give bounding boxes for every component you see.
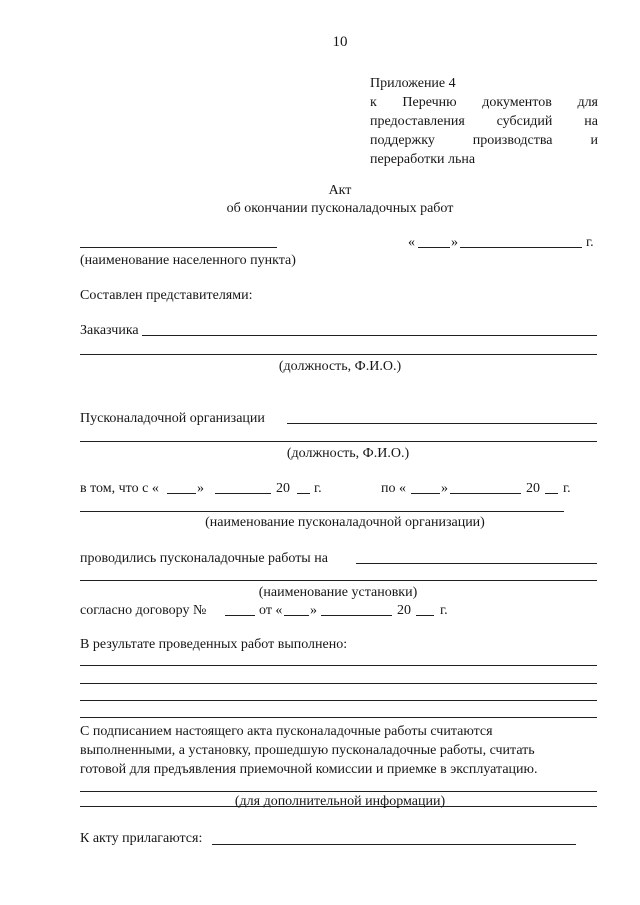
locality-caption: (наименование населенного пункта) [80, 253, 296, 268]
installation-caption: (наименование установки) [258, 585, 418, 600]
commissioning-org-field-continuation[interactable] [80, 441, 597, 442]
period-to-prefix: по « [381, 481, 406, 496]
contract-year: 20 [397, 603, 411, 618]
customer-field[interactable] [142, 335, 597, 336]
works-label: проводились пусконаладочные работы на [80, 551, 328, 566]
customer-label: Заказчика [80, 323, 139, 338]
locality-field[interactable] [80, 247, 277, 248]
period-from-month-field[interactable] [215, 493, 271, 494]
period-year-from-suffix: г. [314, 481, 322, 496]
contract-day-field[interactable] [284, 615, 309, 616]
date-month-field[interactable] [460, 247, 582, 248]
conclusion-line-1: С подписанием настоящего акта пусконаладочные работы считаются [80, 724, 493, 739]
date-day-field[interactable] [418, 247, 450, 248]
commissioning-org-field[interactable] [287, 423, 597, 424]
period-year-from-field[interactable] [297, 493, 310, 494]
act-subtitle: об окончании пусконаладочных работ [226, 201, 454, 216]
works-field-continuation[interactable] [80, 580, 597, 581]
contract-from: от « [259, 603, 283, 618]
page-number: 10 [332, 34, 348, 50]
date-year-suffix: г. [586, 235, 594, 250]
period-year-to: 20 [526, 481, 540, 496]
composed-by-label: Составлен представителями: [80, 288, 253, 303]
commissioning-org-caption: (должность, Ф.И.О.) [286, 446, 410, 461]
contract-number-field[interactable] [225, 615, 255, 616]
contract-year-suffix: г. [440, 603, 448, 618]
period-to-month-field[interactable] [450, 493, 521, 494]
period-from-close: » [197, 481, 204, 496]
commissioning-org-label: Пусконаладочной организации [80, 411, 265, 426]
results-line-1[interactable] [80, 665, 597, 666]
results-line-2[interactable] [80, 683, 597, 684]
customer-field-continuation[interactable] [80, 354, 597, 355]
contract-prefix: согласно договору № [80, 603, 207, 618]
date-quote-open: « [408, 235, 415, 250]
contract-month-field[interactable] [321, 615, 392, 616]
period-from-day-field[interactable] [167, 493, 196, 494]
attachments-field[interactable] [212, 844, 576, 845]
results-label: В результате проведенных работ выполнено: [80, 637, 348, 652]
period-org-caption: (наименование пусконаладочной организации) [205, 515, 485, 530]
additional-info-caption: (для дополнительной информации) [234, 794, 446, 809]
period-year-to-suffix: г. [563, 481, 571, 496]
customer-caption: (должность, Ф.И.О.) [278, 359, 402, 374]
act-title: Акт [328, 183, 352, 198]
contract-year-field[interactable] [416, 615, 434, 616]
results-line-4[interactable] [80, 717, 597, 718]
results-line-3[interactable] [80, 700, 597, 701]
conclusion-line-3: готовой для предъявления приемочной комиссии и приемке в эксплуатацию. [80, 762, 538, 777]
period-to-close: » [441, 481, 448, 496]
appendix-title: Приложение 4 [370, 76, 456, 91]
conclusion-paragraph [80, 722, 600, 779]
period-year-from: 20 [276, 481, 290, 496]
date-quote-close: » [451, 235, 458, 250]
period-to-day-field[interactable] [411, 493, 440, 494]
period-org-field[interactable] [80, 511, 564, 512]
appendix-block [370, 74, 598, 169]
works-field[interactable] [356, 563, 597, 564]
period-year-to-field[interactable] [545, 493, 558, 494]
period-from-prefix: в том, что с « [80, 481, 159, 496]
additional-info-line-1[interactable] [80, 791, 597, 792]
conclusion-line-2: выполненными, а установку, прошедшую пусконаладочные работы, считать [80, 743, 535, 758]
appendix-text: к Перечню документов для предоставления субсидий на поддержку производства и переработки льна [370, 95, 598, 167]
contract-close: » [310, 603, 317, 618]
attachments-label: К акту прилагаются: [80, 831, 203, 846]
